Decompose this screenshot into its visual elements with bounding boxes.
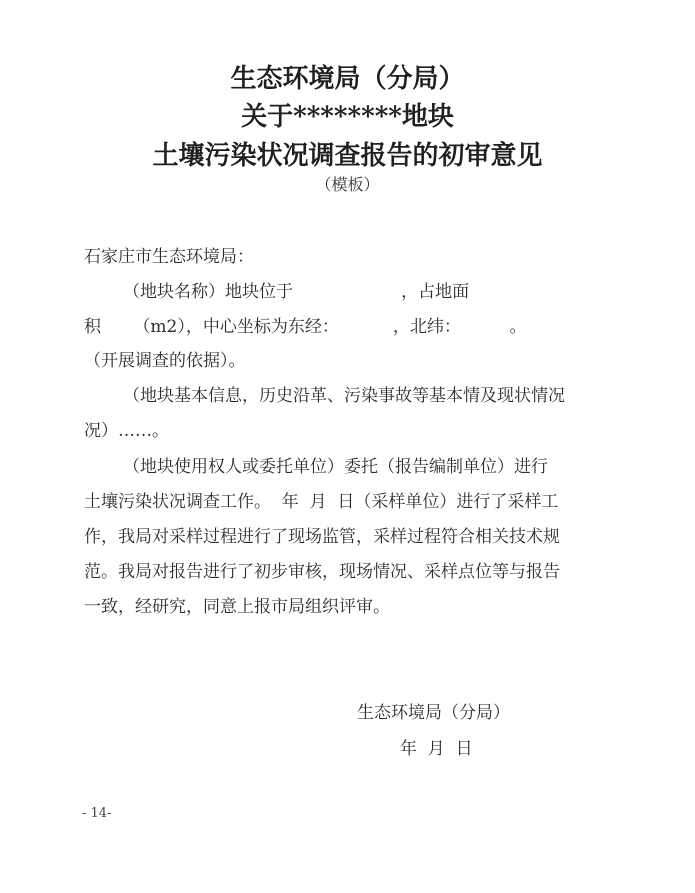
paragraph-line: 范。我局对报告进行了初步审核，现场情况、采样点位等与报告 bbox=[84, 562, 560, 582]
document-title-line-2: 关于********地块 bbox=[241, 102, 454, 132]
signature-date: 年 月 日 bbox=[400, 739, 473, 759]
paragraph-line: （地块基本信息，历史沿革、污染事故等基本情及现状情况 bbox=[123, 386, 565, 406]
signature-organization: 生态环境局（分局） bbox=[357, 703, 510, 723]
document-title-line-3: 土壤污染状况调查报告的初审意见 bbox=[152, 141, 543, 171]
paragraph-line: （开展调查的依据）。 bbox=[84, 351, 246, 371]
paragraph-line: 土壤污染状况调查工作。 年 月 日（采样单位）进行了采样工 bbox=[84, 492, 559, 512]
page-number: - 14- bbox=[82, 806, 112, 821]
paragraph-line: 作，我局对采样过程进行了现场监管，采样过程符合相关技术规 bbox=[84, 527, 560, 547]
paragraph-line: 况）……。 bbox=[84, 421, 169, 441]
document-subtitle: （模板） bbox=[315, 175, 380, 194]
paragraph-line: （地块使用权人或委托单位）委托（报告编制单位）进行 bbox=[123, 457, 548, 477]
paragraph-line: （地块名称）地块位于 ，占地面 bbox=[123, 282, 470, 302]
document-title-line-1: 生态环境局（分局） bbox=[230, 64, 465, 94]
addressee: 石家庄市生态环境局： bbox=[84, 247, 254, 267]
paragraph-line: 一致，经研究，同意上报市局组织评审。 bbox=[84, 597, 390, 617]
paragraph-line: 积 （m2），中心坐标为东经： ，北纬： 。 bbox=[84, 317, 527, 337]
